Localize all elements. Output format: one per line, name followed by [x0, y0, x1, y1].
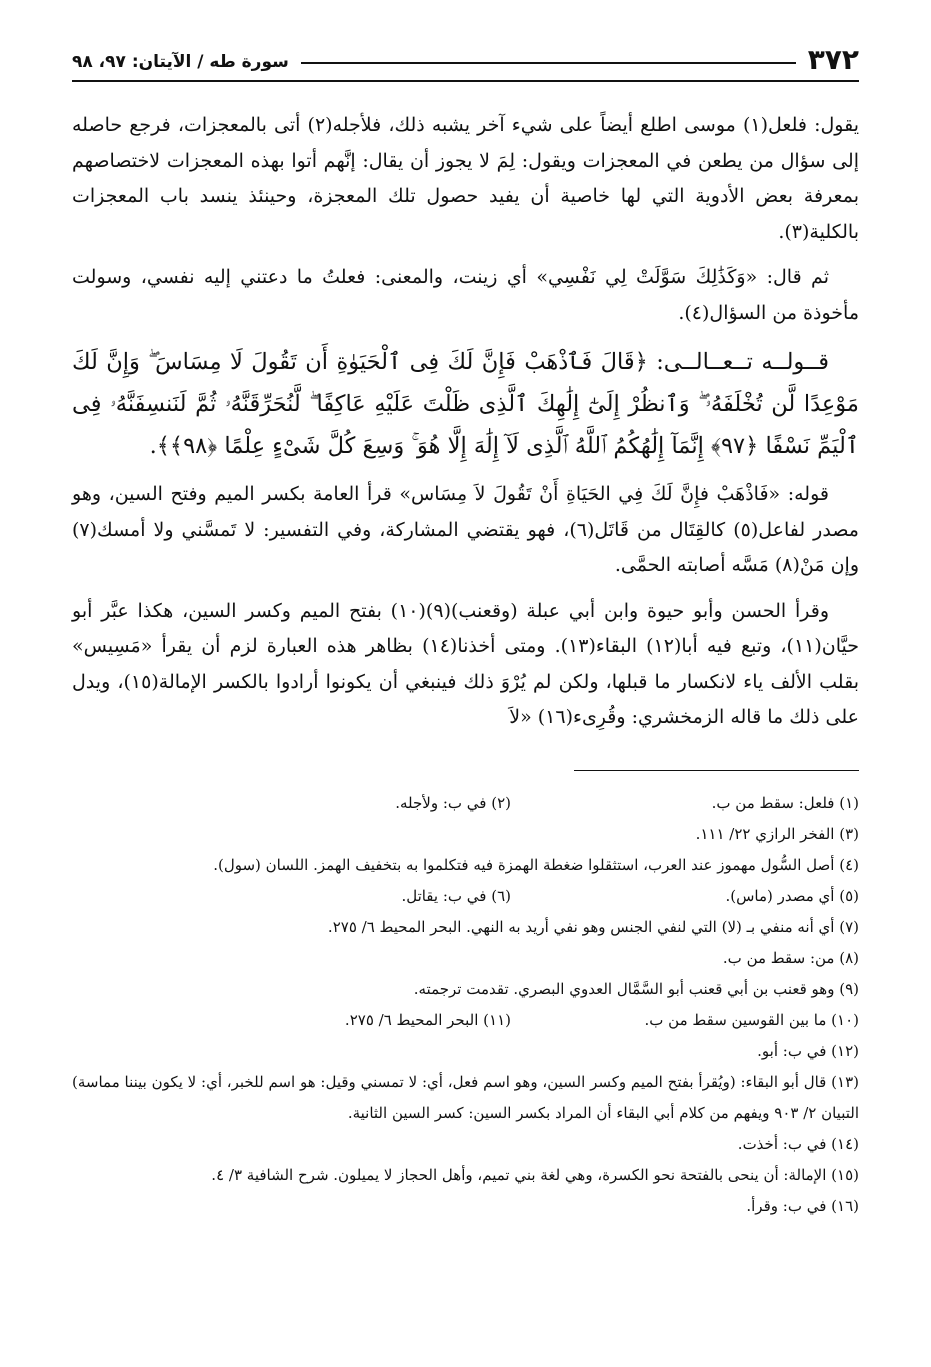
footnote: (٧) أي أنه منفي بـ (لا) التي لنفي الجنس وهو نفي أريد به النهي. البحر المحيط ٦/ ٢٧٥. — [327, 918, 859, 936]
main-text — [72, 108, 859, 746]
page-number: ٣٧٢ — [807, 43, 859, 76]
quran-verse: قــولــه تــعــالــى: ﴿قَالَ فَٱذْهَبْ فَإِنَّ لَكَ فِى ٱلْحَيَوٰةِ أَن تَقُولَ لَا مِسَاسَ ۖ وَإِنَّ لَكَ مَوْعِدًا لَّن تُخْلَفَهُۥ ۖ وَٱنظُرْ إِلَىٰٓ إِلَٰهِكَ ٱلَّذِى ظَلْتَ عَلَيْهِ عَاكِفًا ۖ لَّنُحَرِّقَنَّهُۥ ثُمَّ لَنَنسِفَنَّهُۥ فِى ٱلْيَمِّ نَسْفًا ﴿٩٧﴾ إِنَّمَآ إِلَٰهُكُمُ ٱللَّهُ ٱلَّذِى لَآ إِلَٰهَ إِلَّا هُوَ ۚ وَسِعَ كُلَّ شَىْءٍ عِلْمًا ﴿٩٨﴾﴾. — [72, 349, 859, 459]
footnotes — [72, 788, 859, 1222]
footnote: (١٣) قال أبو البقاء: (ويُقرأ بفتح الميم وكسر السين، وهو اسم فعل، أي: لا تمسني وقيل: هو اسم للخبر، أي: لا يكون بيننا مماسة) التبيان ٢/ ٩٠٣ ويفهم من كلام أبي البقاء أن المراد بكسر السين: كسر السين الثانية. — [72, 1073, 859, 1122]
footnote: (١١) البحر المحيط ٦/ ٢٧٥. — [344, 1011, 511, 1029]
footnote-row — [72, 881, 859, 912]
footnote: (١٦) في ب: وقرأ. — [746, 1197, 859, 1215]
header-rule — [301, 62, 796, 64]
footnote: (٤) أصل السُّول مهموز عند العرب، استثقلوا ضغطة الهمزة فيه فتكلموا به بتخفيف الهمز. اللسان (سول). — [213, 856, 859, 874]
page-header — [72, 30, 859, 82]
footnote: (٦) في ب: يقاتل. — [401, 887, 511, 905]
running-title: سورة طه / الآيتان: ٩٧، ٩٨ — [72, 52, 289, 72]
footnote: (٩) وهو قعنب بن أبي قعنب أبو السَّمَّال العدوي البصري. تقدمت ترجمته. — [413, 980, 859, 998]
footnote-separator — [574, 770, 859, 771]
paragraph: وقرأ الحسن وأبو حيوة وابن أبي عبلة (وقعنب)(٩)(١٠) بفتح الميم وكسر السين، هكذا عبَّر أبو حيَّان(١١)، وتبع فيه أبا(١٢) البقاء(١٣). ومتى أخذنا(١٤) بظاهر هذه العبارة لزم أن يقرأ «مَسِيس» بقلب الألف ياء لانكسار ما قبلها، ولكن لم يُرْوَ ذلك فينبغي أن يكونوا أرادوا بالكسر الإمالة(١٥)، ويدل على ذلك ما قاله الزمخشري: وقُرِىء(١٦) «لاَ — [72, 599, 859, 728]
paragraph: قوله: «فَاذْهَبْ فإِنَّ لَكَ فِي الحَيَاةِ أَنْ تَقُولَ لاَ مِسَاس» قرأ العامة بكسر الميم وفتح السين، وهو مصدر لفاعل(٥) كالقِتَال من قَاتَل(٦)، فهو يقتضي المشاركة، وفي التفسير: لا تَمسَّني ولا أمسك(٧) وإن مَنْ(٨) مَسَّه أصابته الحمَّى. — [72, 483, 859, 576]
footnote: (٥) أي مصدر (ماس). — [725, 887, 859, 905]
footnote: (٨) من: سقط من ب. — [722, 949, 859, 967]
footnote: (١٥) الإمالة: أن ينحى بالفتحة نحو الكسرة، وهي لغة بني تميم، وأهل الحجاز لا يميلون. شرح الشافية ٣/ ٤. — [211, 1166, 859, 1184]
footnote: (٢) في ب: ولأجله. — [395, 794, 511, 812]
footnote: (١٤) في ب: أخذت. — [737, 1135, 859, 1153]
footnote: (١٠) ما بين القوسين سقط من ب. — [644, 1011, 859, 1029]
footnote: (١) فلعل: سقط من ب. — [711, 794, 859, 812]
footnote: (١٢) في ب: أبو. — [757, 1042, 859, 1060]
footnote: (٣) الفخر الرازي ٢٢/ ١١١. — [695, 825, 859, 843]
paragraph: يقول: فلعل(١) موسى اطلع أيضاً على شيء آخر يشبه ذلك، فلأجله(٢) أتى بالمعجزات، فرجع حاصله إلى سؤال من يطعن في المعجزات ويقول: لِمَ لا يجوز أن يقال: إنَّهم أتوا بهذه المعجزات لاختصاصهم بمعرفة بعض الأدوية التي لها خاصية أن يفيد حصول تلك المعجزة، وحينئذ ينسد باب المعجزات بالكلية(٣). — [72, 114, 859, 243]
footnote-row — [72, 788, 859, 819]
paragraph: ثم قال: «وَكَذَٰلِكَ سَوَّلَتْ لِي نَفْسِي» أي زينت، والمعنى: فعلتُ ما دعتني إليه نفسي، وسولت مأخوذة من السؤال(٤). — [72, 266, 859, 324]
footnote-row — [72, 1005, 859, 1036]
